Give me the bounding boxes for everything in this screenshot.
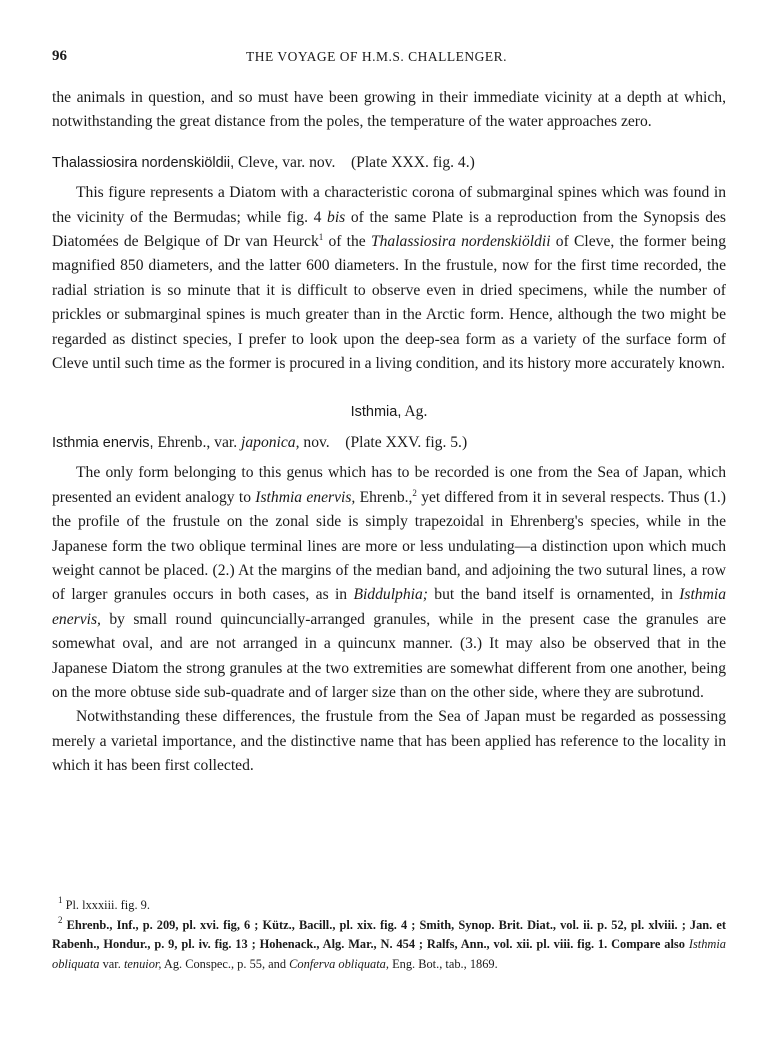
- footnote-ref-1: 1: [318, 232, 324, 243]
- italic-run: Thalassiosira nordenskiöldii: [370, 233, 551, 251]
- thalassiosira-paragraph: [52, 181, 726, 376]
- variety-name: japonica,: [241, 433, 300, 451]
- species-name: Thalassiosira nordenskiöldii,: [52, 154, 235, 171]
- italic-run: Conferva obliquata,: [289, 957, 389, 972]
- species-name: Isthmia enervis,: [52, 434, 154, 451]
- genus-authority: Ag.: [401, 403, 428, 421]
- intro-paragraph: the animals in question, and so must have been growing in their immediate vicinity at a depth at which, notwithstanding the great distance from the poles, the temperature of the water approaches zero.: [52, 89, 726, 131]
- species-authority: Cleve, var. nov.: [234, 153, 336, 171]
- italic-run: Isthmia obliquata: [52, 937, 726, 972]
- text-run: yet differed from it in several respects. Thus (1.) the profile of the frustule on the zonal side is simply trapezoidal in Ehrenberg's species, while in the Japanese form the two oblique terminal lines are more or less undulating—a distinction upon which much weight cannot be placed. (2.) At the margins of the median band, and adjoining the two sutural lines, a row of larger granules occurs in both cases, as in: [52, 488, 726, 604]
- text-run: of Cleve, the former being magnified 850 diameters, and the latter 600 diameters. In the frustule, now for the first time recorded, the radial striation is so minute that it is difficult to observe even in dried specimens, while the number of prickles or submarginal spines is much greater than in the Arctic form. Hence, although the two might be regarded as distinct species, I prefer to look upon the deep-sea form as a variety of the surface form of Cleve until such time as the former is procured in a living condition, and its history more accurately known.: [52, 233, 726, 373]
- italic-run: Biddulphia;: [353, 586, 428, 604]
- text-run: of the: [323, 233, 371, 251]
- footnote-text: Pl. lxxxiii. fig. 9.: [62, 898, 150, 912]
- italic-run: tenuior,: [123, 957, 162, 972]
- main-text: [52, 86, 726, 779]
- italic-run: Isthmia enervis,: [52, 586, 726, 628]
- footnote-mark: 2: [58, 914, 63, 925]
- page-number: 96: [52, 48, 67, 64]
- text-run: of the same Plate is a reproduction from the Synopsis des Diatomées de Belgique of Dr van Heurck: [52, 208, 726, 251]
- genus-heading: [52, 400, 726, 424]
- isthmia-paragraph-1: [52, 461, 726, 705]
- footnote-text: Ehrenb., Inf., p. 209, pl. xvi. fig, 6 ; Kütz., Bacill., pl. xix. fig. 4 ; Smith, Synop. Brit. Diat., vol. ii. p. 52, pl. xlviii. ; Jan. et Rabenh., Hondur., p. 9, pl. iv. fig. 13 ; Hohenack., Alg. Mar., N. 454 ; Ralfs, Ann., vol. xii. pl. viii. fig. 1. Compare also: [52, 917, 726, 952]
- text-run: Ehrenb.,: [355, 488, 413, 506]
- isthmia-paragraph-2: Notwithstanding these differences, the frustule from the Sea of Japan must be regarded as possessing merely a varietal importance, and the distinctive name that has been applied has reference to the locality in which it has been first collected.: [52, 708, 726, 775]
- footnote-text: var.: [99, 957, 124, 972]
- text-run: The only form belonging to this genus which has to be recorded is one from the Sea of Japan, which presented an evident analogy to: [52, 464, 726, 506]
- plate-reference: (Plate XXX. fig. 4.): [350, 153, 475, 171]
- footnotes: [52, 896, 726, 975]
- species-heading-isthmia: [52, 431, 726, 455]
- footnote-ref-2: 2: [412, 487, 417, 498]
- genus-name: Isthmia,: [350, 404, 402, 421]
- footnote-text: Ag. Conspec., p. 55, and: [161, 957, 290, 972]
- species-authority-suffix: nov.: [299, 433, 330, 451]
- page-header: [52, 48, 726, 68]
- text-run: but the band itself is ornamented, in: [427, 586, 680, 604]
- footnote-mark: 1: [58, 895, 63, 905]
- footnote-2: [52, 916, 726, 975]
- running-head: THE VOYAGE OF H.M.S. CHALLENGER.: [246, 49, 508, 64]
- footnote-text: Eng. Bot., tab., 1869.: [388, 957, 498, 972]
- footnote-1: [52, 896, 726, 916]
- plate-reference: (Plate XXV. fig. 5.): [345, 433, 468, 451]
- species-heading-thalassiosira: [52, 151, 726, 175]
- italic-run: bis: [327, 208, 346, 226]
- species-authority: Ehrenb., var.: [153, 433, 242, 451]
- text-run: by small round quincuncially-arranged granules, while in the present case the granules are somewhat oval, and are not arranged in a quincunx manner. (3.) It may also be observed that in the Japanese Diatom the strong granules at the two extremities are somewhat different from one another, being on the more obtuse side sub-quadrate and of larger size than on the other side, where they are subrotund.: [52, 610, 726, 701]
- italic-run: Isthmia enervis,: [255, 488, 356, 506]
- text-run: This figure represents a Diatom with a characteristic corona of submarginal spines which was found in the vicinity of the Bermudas; while fig. 4: [52, 184, 726, 226]
